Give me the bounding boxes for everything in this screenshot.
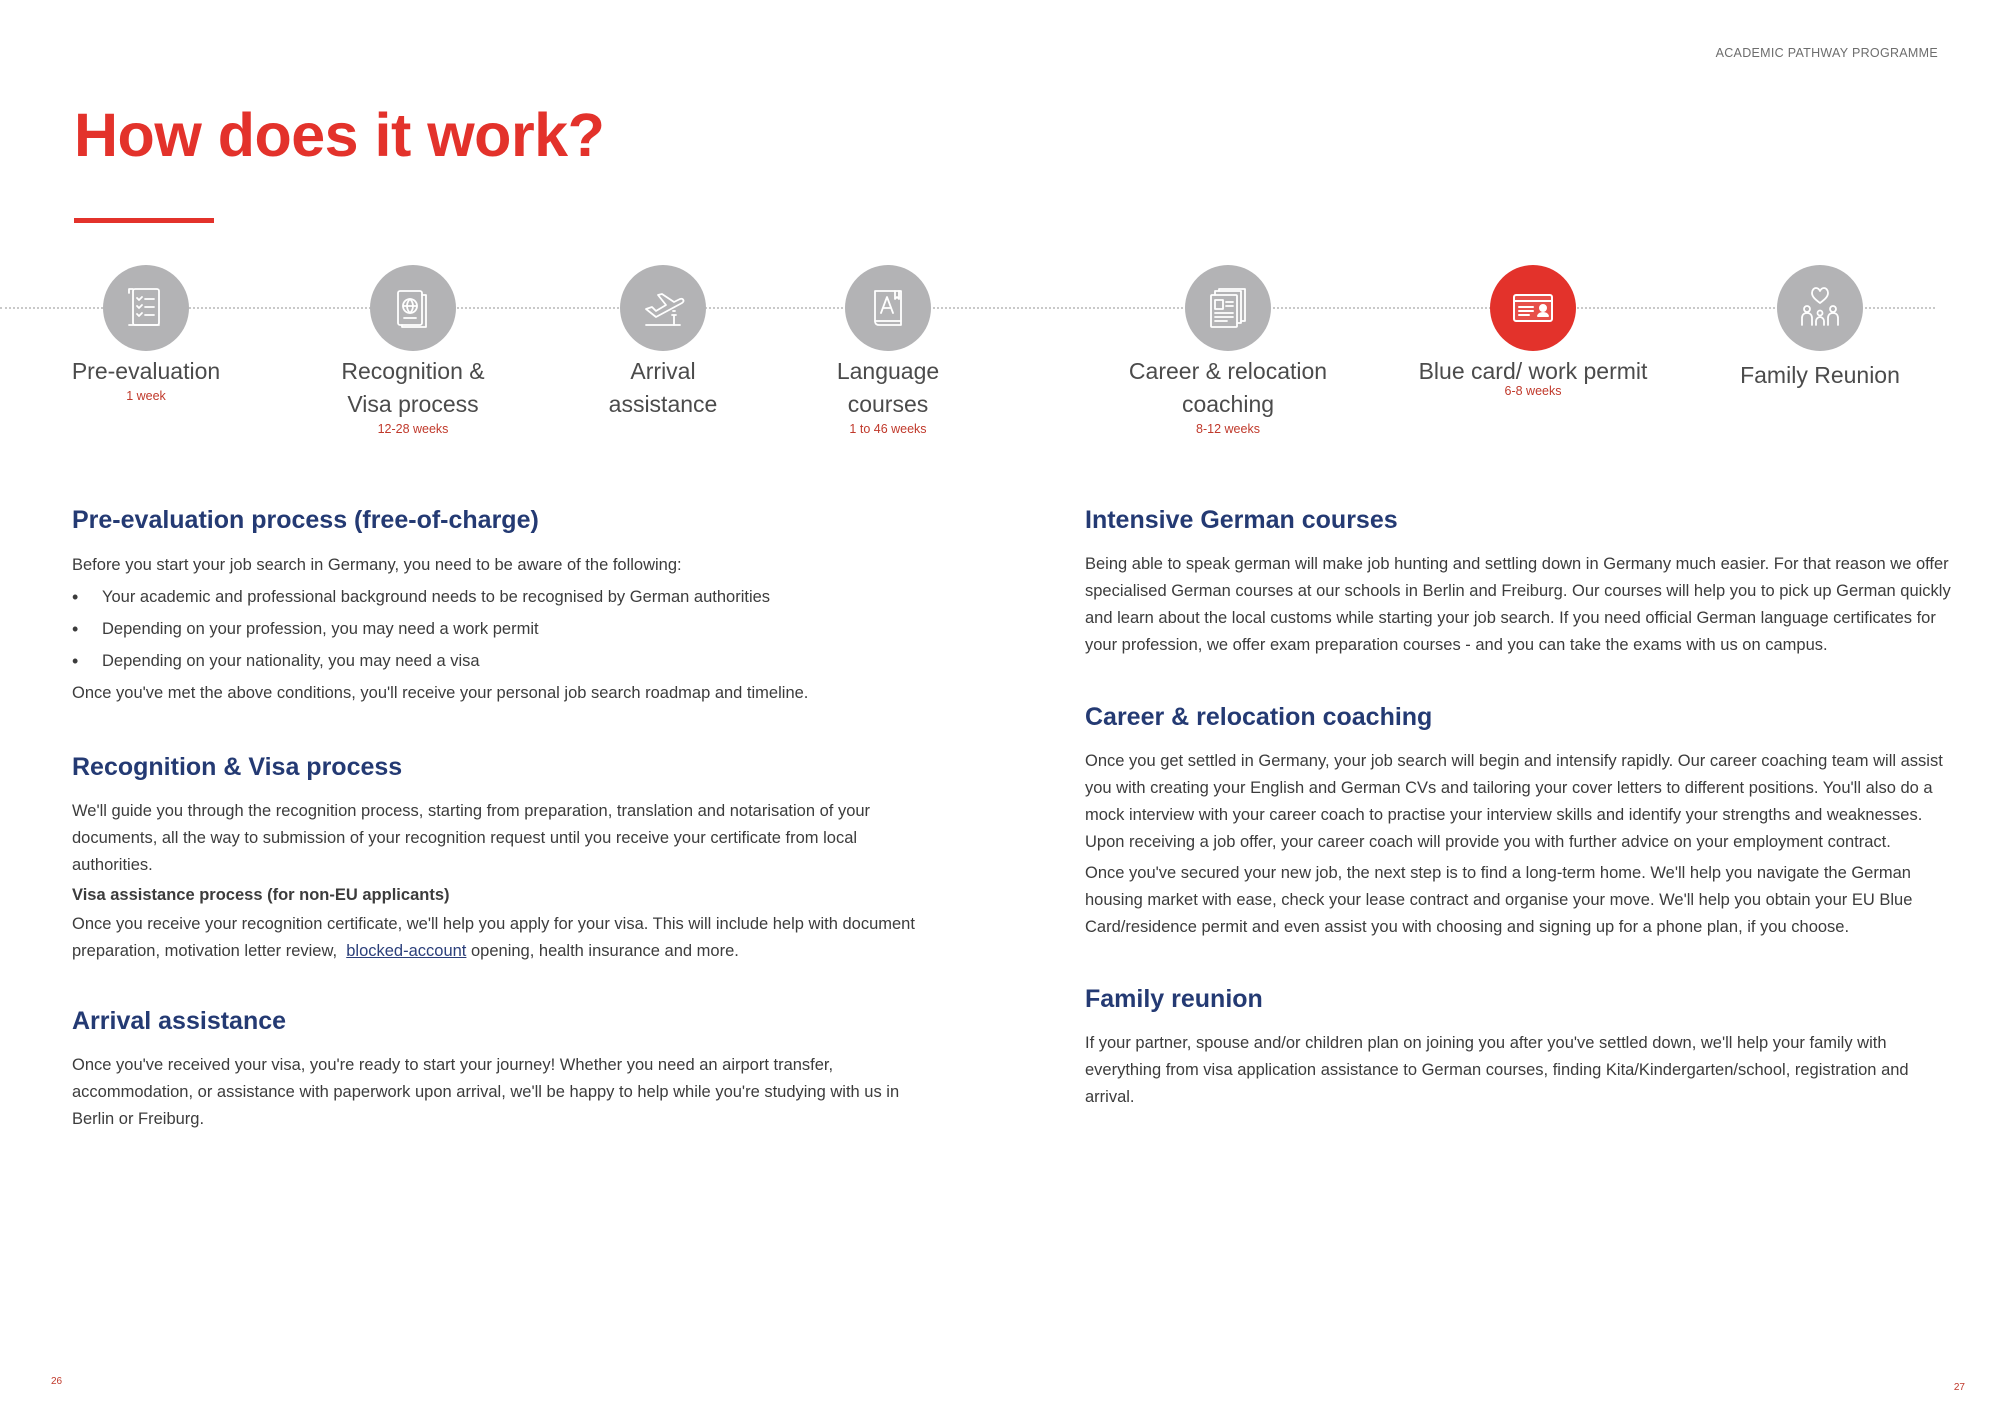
step-duration: 12-28 weeks: [377, 422, 449, 436]
left-column: [72, 506, 932, 1133]
career-body: Once you get settled in Germany, your job search will begin and intensify rapidly. Our career coaching team will assist you with creating your English and German CVs and tailoring your cover letters to different positions. You'll also do a mock interview with your career coach to practise your interview skills and identify your strengths and weaknesses. Upon receiving a job offer, your career coach will provide you with further advice on your employment contract.: [1085, 752, 1943, 851]
programme-label: ACADEMIC PATHWAY PROGRAMME: [1715, 46, 1938, 60]
step-career-relocation: [1098, 265, 1358, 436]
step-duration: 8-12 weeks: [1196, 422, 1260, 436]
german-courses-body: Being able to speak german will make job hunting and settling down in Germany much easier. For that reason we offer specialised German courses at our schools in Berlin and Freiburg. Our courses will help you to pick up German quickly and learn about the local customs while starting your job search. If you need official German language certificates for your profession, we offer exam preparation courses - and you can take the exams with us on campus.: [1085, 555, 1951, 654]
step-label: Blue card/ work permit: [1418, 358, 1648, 384]
page-number-right: 27: [1953, 1382, 1965, 1393]
arrival-body: Once you've received your visa, you're ready to start your journey! Whether you need an airport transfer, accommodation, or assistance with paperwork upon arrival, we'll be happy to help while you're studying with us in Berlin or Freiburg.: [72, 1056, 900, 1128]
family-heart-icon: [1777, 265, 1863, 351]
visa-body-text-end: opening, health insurance and more.: [471, 942, 739, 960]
page-title: How does it work?: [74, 101, 605, 169]
step-arrival-assistance: [533, 265, 793, 421]
step-label-line2: assistance: [608, 391, 718, 417]
career-body-2: Once you've secured your new job, the next step is to find a long-term home. We'll help you navigate the German housing market with ease, check your lease contract and organise your move. We'll help you obtain your EU Blue Card/residence permit and even assist you with choosing and signing up for a phone plan, if you choose.: [1085, 864, 1913, 936]
step-duration: 6-8 weeks: [1504, 384, 1562, 398]
resume-documents-icon: [1185, 265, 1271, 351]
checklist-scroll-icon: [103, 265, 189, 351]
passport-globe-icon: [370, 265, 456, 351]
visa-subtitle: Visa assistance process (for non-EU applicants): [72, 886, 450, 904]
step-label-line2: coaching: [1181, 391, 1275, 417]
list-item: • Depending on your profession, you may need a work permit: [72, 613, 932, 645]
step-label: Family Reunion: [1740, 362, 1900, 388]
preeval-title: Pre-evaluation process (free-of-charge): [72, 506, 539, 534]
step-blue-card: [1403, 265, 1663, 398]
preeval-outro: Once you've met the above conditions, you'll receive your personal job search roadmap and timeline.: [72, 684, 809, 702]
step-label: Pre-evaluation: [71, 358, 221, 384]
language-book-icon: [845, 265, 931, 351]
step-family-reunion: [1690, 265, 1950, 392]
german-courses-title: Intensive German courses: [1085, 506, 1398, 534]
list-item: • Depending on your nationality, you may need a visa: [72, 645, 932, 677]
list-item: • Your academic and professional background needs to be recognised by German authorities: [72, 581, 932, 613]
step-label-line1: Recognition &: [341, 358, 485, 384]
right-column: [1085, 506, 1955, 1111]
recognition-title: Recognition & Visa process: [72, 753, 403, 781]
step-label-line1: Career & relocation: [1128, 358, 1328, 384]
step-duration: 1 week: [126, 389, 166, 403]
arrival-title: Arrival assistance: [72, 1007, 287, 1035]
preeval-intro: Before you start your job search in Germany, you need to be aware of the following:: [72, 556, 682, 574]
family-body: If your partner, spouse and/or children plan on joining you after you've settled down, we'll help your family with everything from visa application assistance to German courses, finding Kita/Kindergarten/school, registration and arrival.: [1085, 1034, 1909, 1106]
preeval-bullet-list: [72, 581, 932, 677]
visa-body-text: Once you receive your recognition certificate, we'll help you apply for your visa. This will include help with document preparation, motivation letter review,: [72, 915, 915, 960]
step-language-courses: [758, 265, 1018, 436]
page-number-left: 26: [51, 1376, 63, 1387]
step-pre-evaluation: [16, 265, 276, 403]
family-title: Family reunion: [1085, 985, 1263, 1013]
step-label-line2: Visa process: [347, 391, 479, 417]
step-recognition-visa: [283, 265, 543, 436]
recognition-body: We'll guide you through the recognition process, starting from preparation, translation and notarisation of your documents, all the way to submission of your recognition request until you receive your certificate from local authorities.: [72, 802, 871, 874]
visa-body: [72, 911, 932, 965]
step-duration: 1 to 46 weeks: [849, 422, 927, 436]
career-title: Career & relocation coaching: [1085, 703, 1433, 731]
blocked-account-link[interactable]: blocked-account: [346, 942, 467, 960]
airplane-landing-icon: [620, 265, 706, 351]
step-label-line2: courses: [847, 391, 929, 417]
step-label-line1: Language: [836, 358, 940, 384]
title-underline: [74, 218, 214, 223]
id-card-icon: [1490, 265, 1576, 351]
step-label-line1: Arrival: [630, 358, 696, 384]
